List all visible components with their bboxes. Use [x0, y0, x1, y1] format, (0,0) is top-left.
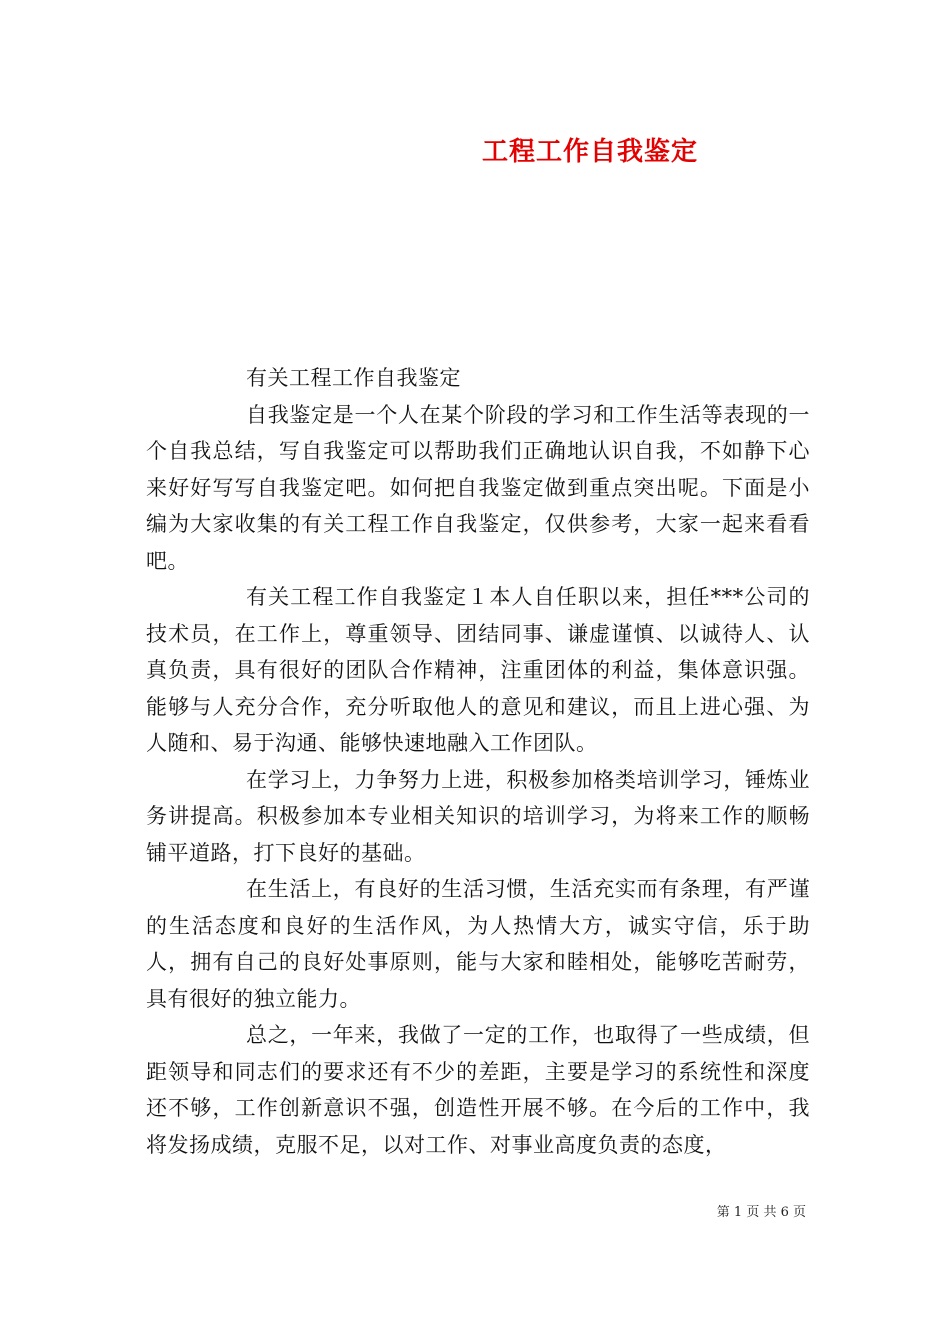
- document-body: [146, 360, 810, 1163]
- page-number-footer: 第 1 页 共 6 页: [716, 1205, 806, 1220]
- paragraph-heading: 有关工程工作自我鉴定: [246, 366, 461, 390]
- paragraph-intro: 自我鉴定是一个人在某个阶段的学习和工作生活等表现的一个自我总结，写自我鉴定可以帮助我们正确地认识自我，不如静下心来好好写写自我鉴定吧。如何把自我鉴定做到重点突出呢。下面是小编为大家收集的有关工程工作自我鉴定，仅供参考，大家一起来看看吧。: [146, 402, 810, 573]
- paragraph-summary: 总之，一年来，我做了一定的工作，也取得了一些成绩，但距领导和同志们的要求还有不少的差距，主要是学习的系统性和深度还不够，工作创新意识不强，创造性开展不够。在今后的工作中，我将发扬成绩，克服不足，以对工作、对事业高度负责的态度，: [146, 1023, 810, 1157]
- paragraph-life: 在生活上，有良好的生活习惯，生活充实而有条理，有严谨的生活态度和良好的生活作风，为人热情大方，诚实守信，乐于助人，拥有自己的良好处事原则，能与大家和睦相处，能够吃苦耐劳，具有很好的独立能力。: [146, 877, 810, 1011]
- paragraph-study: 在学习上，力争努力上进，积极参加格类培训学习，锤炼业务讲提高。积极参加本专业相关知识的培训学习，为将来工作的顺畅铺平道路，打下良好的基础。: [146, 767, 810, 865]
- document-title: 工程工作自我鉴定: [481, 137, 698, 167]
- paragraph-work: 有关工程工作自我鉴定１本人自任职以来，担任***公司的技术员，在工作上，尊重领导、团结同事、谦虚谨慎、以诚待人、认真负责，具有很好的团队合作精神，注重团体的利益，集体意识强。能够与人充分合作，充分听取他人的意见和建议，而且上进心强、为人随和、易于沟通、能够快速地融入工作团队。: [146, 585, 810, 755]
